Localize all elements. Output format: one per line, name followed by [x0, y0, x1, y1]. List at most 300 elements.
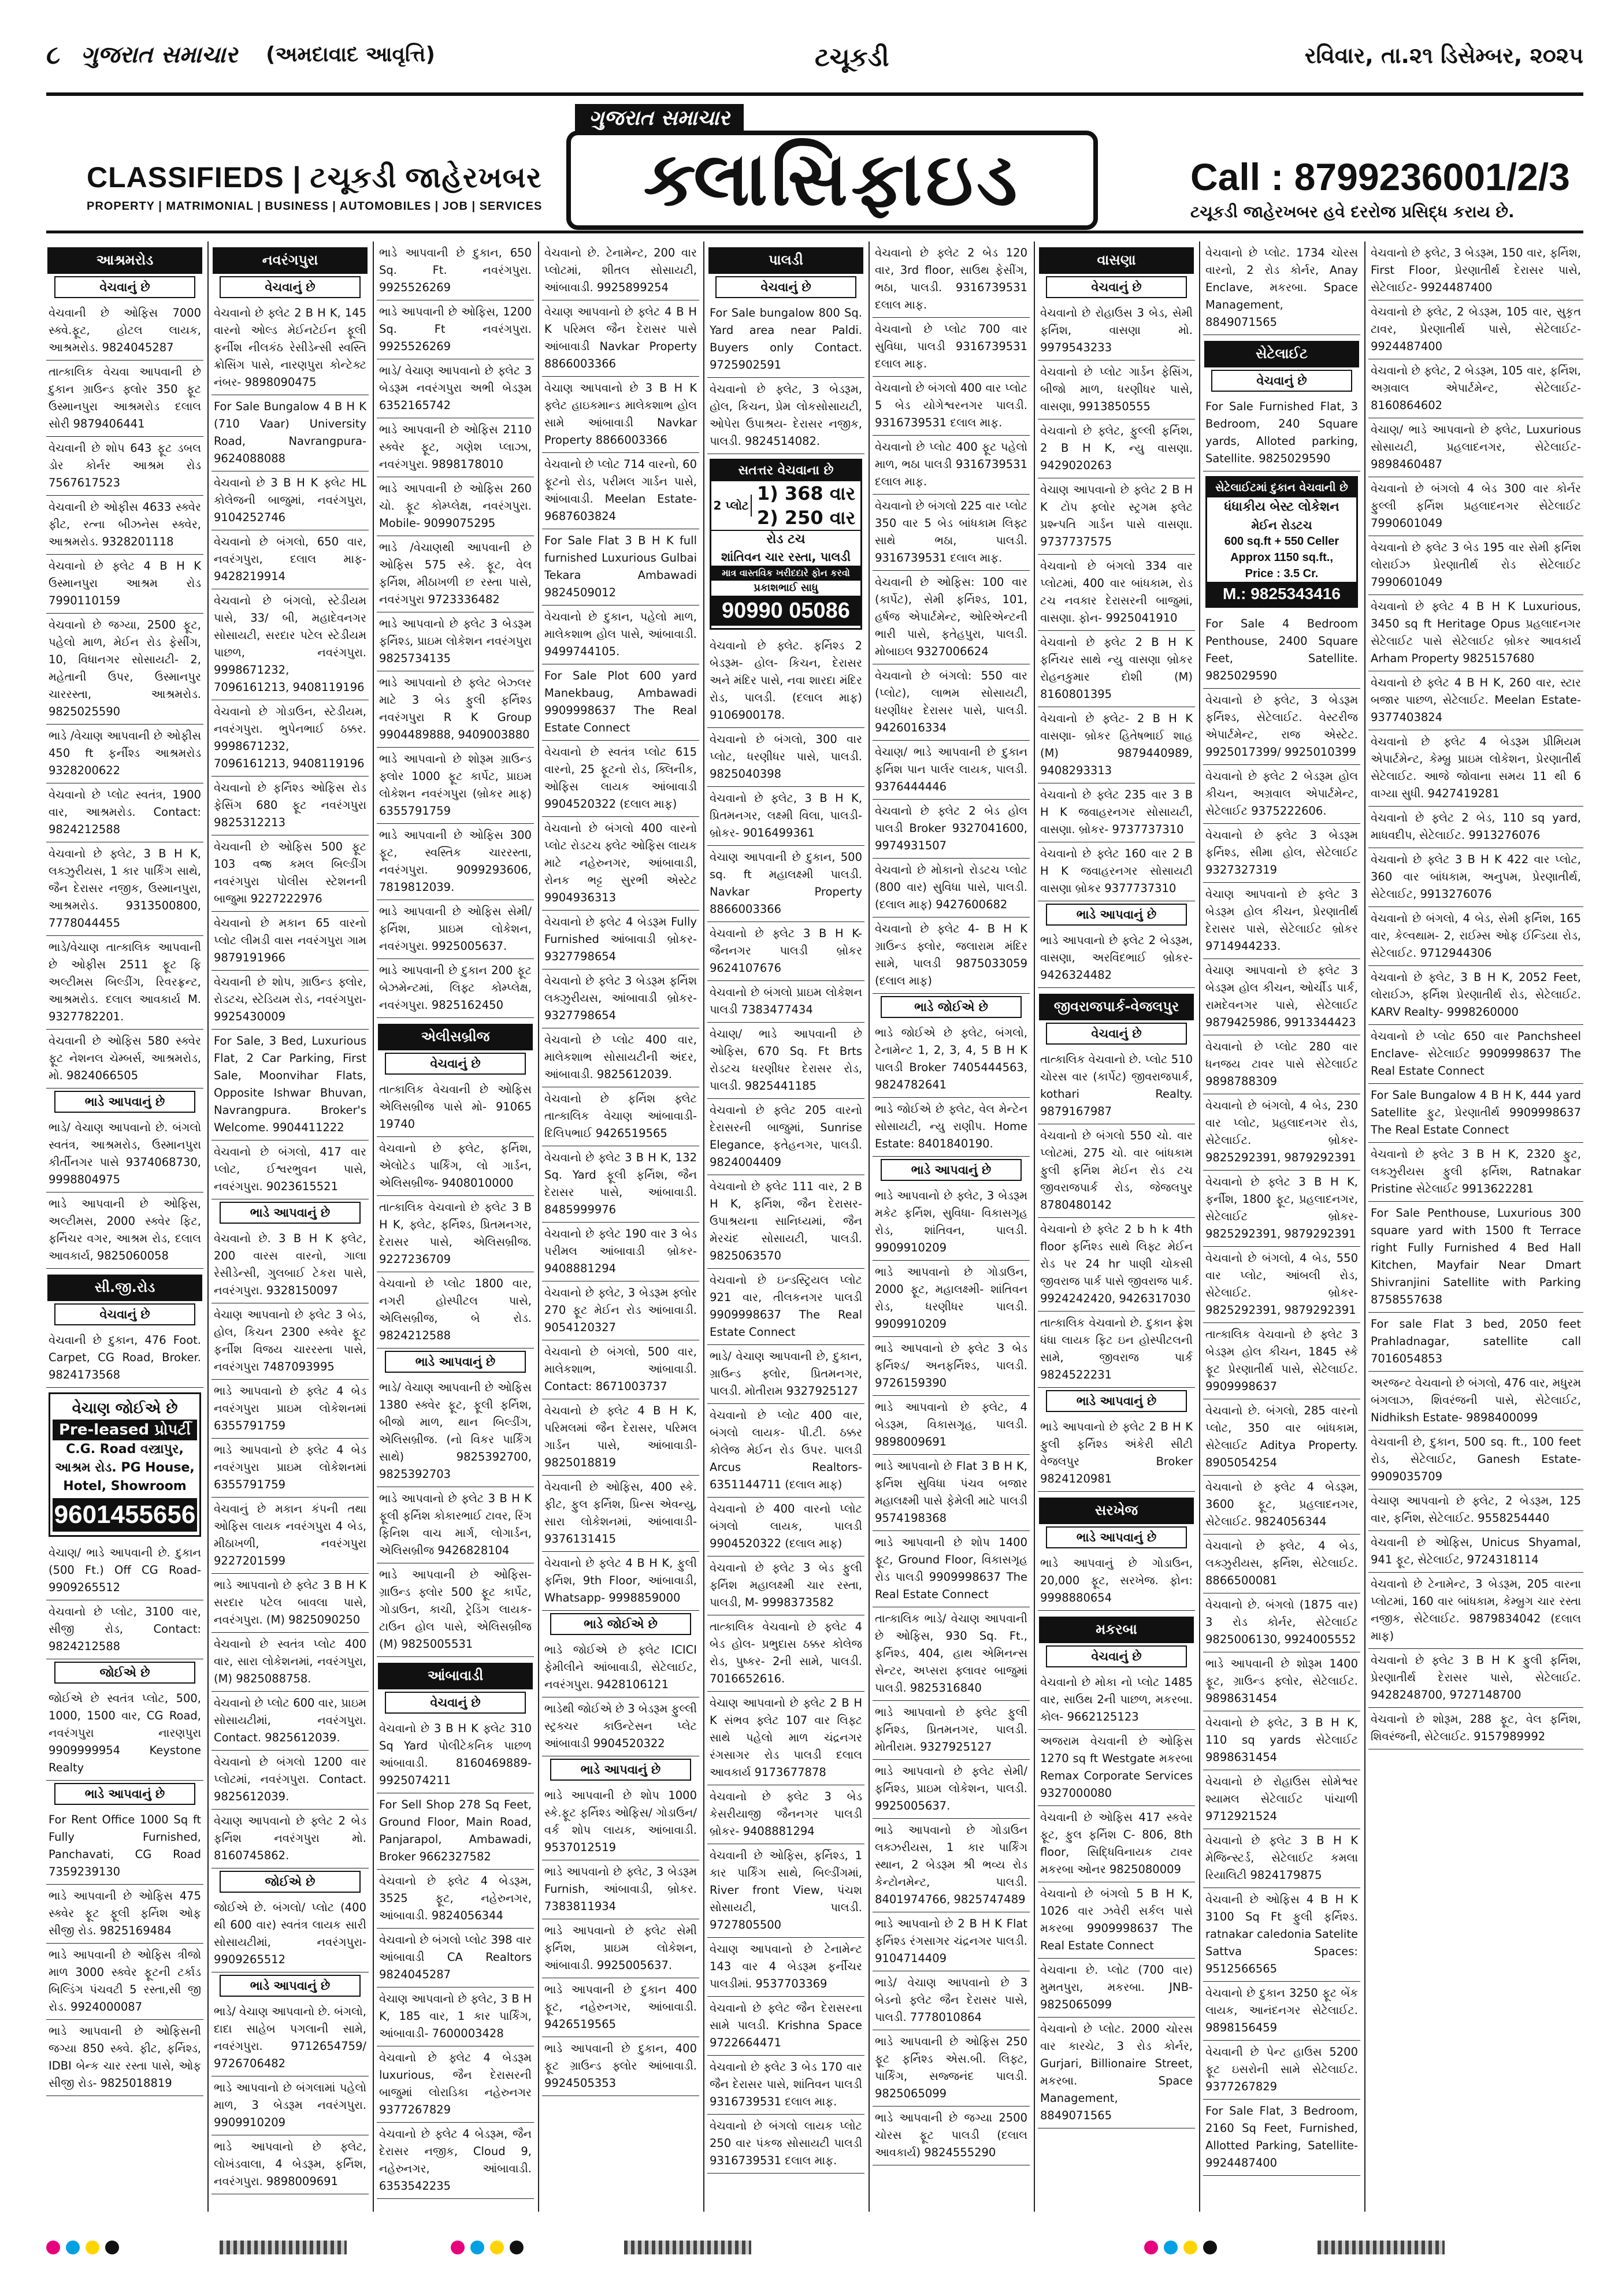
area-heading: એલીસબ્રીજ [378, 1024, 533, 1050]
registration-dots [46, 2241, 119, 2254]
shop-road: મેઈન રોડટચ [1251, 518, 1312, 532]
classified-ad: વેચવાનો છે ફ્લેટ, 3 બેડરૂમ, 150 વાર, ફર્નિશ, First Floor, પ્રેરણાતીર્થ દેરાસર પાસે, સેટેલાઈટ- 9924487400 [1368, 242, 1583, 300]
classified-ad: ભાડે આપવાનો છે ફ્લેટ 2 બેડરૂમ, વાસણા, અરવિંદભાઈ બ્રોકર- 9426324482 [1038, 929, 1195, 988]
classified-ad: વેચવાની છે ઓફિસ 580 સ્ક્વેર ફૂટ નેશનલ ચેમ્બર્સ, આશ્રમરોડ, મો. 9824066505 [46, 1030, 203, 1088]
column-divider [538, 242, 539, 2212]
classified-ad: વેચવાનો છે ફ્લેટ 205 વારનો દેરાસરની બાજુમાં, Sunrise Elegance, ફતેહનગર, પાલડી. 9824004409 [707, 1099, 864, 1175]
masthead-brand: ગુજરાત સમાચાર [575, 104, 744, 133]
display-ad-plots [710, 459, 862, 630]
classified-ad: વેચવાનો છે પ્લોટ 400 વાર, બંગલો લાયક- પી.ટી. ઠક્કર કોલેજ મેઈન રોડ ઉપર. પાલડી Arcus Realtors- 6351144711 (દલાલ માફ) [707, 1404, 864, 1498]
classified-ad: વેચવાનો છે ફ્લેટ, 3 B H K, પ્રિતમનગર, લક્ષ્મી વિલા, પાલડી- બ્રોકર- 9016499361 [707, 787, 864, 846]
classified-ad: ભાડે આપવાની છે દુકાન, 650 Sq. Ft. નવરંગપુરા. 9925526269 [377, 242, 534, 300]
section-name: ટચૂકડી [815, 43, 889, 72]
area-heading: નવરંગપુરા [213, 247, 368, 274]
registration-hatch [624, 2241, 751, 2254]
classified-ad: વેચવાનો છે ફ્લેટ 3 B H K ફુલી ફર્નિશ, પ્રેરણાતીર્થ દેરાસર પાસે, સેટેલાઈટ. 9428248700, 9727148700 [1368, 1649, 1583, 1708]
classified-ad: વેચવાનો છે સ્વતંત્ર પ્લોટ 400 વાર, સારા લોકેશનમાં, નવરંગપુરા, (M) 9825088758. [211, 1633, 369, 1692]
category-subheading: વેચવાનું છે [1211, 370, 1352, 392]
classified-ad: વેચવાનો છે ફ્લેટ 4 B H K ઉસ્માનપુરા આશ્રમ રોડ 7990110159 [46, 555, 203, 614]
classified-ad: ભાડે આપવાનો છે ફ્લેટ 3 બેડરૂમ ફર્નિશ્ડ, પ્રાઇમ લોકેશન નવરંગપુરા 9825734135 [377, 612, 534, 671]
classified-ad: ભાડે/ વેચાણ આપવાની છે ઓફિસ 1380 સ્ક્વેર ફૂટ, ફૂલી ફર્નિશ, બીજો માળ, થાન બિલ્ડીંગ, એલિસબ્રીજ. (નો વિકર પાર્કિંગ સાથે) 9825392700, 9825392703 [377, 1376, 534, 1487]
promo-road: રોડ ટચ [766, 532, 806, 547]
classified-ad: વેચવાનો છે બંગલો 400 વારનો પ્લોટ રોડટચ ફ્લેટ ઓફિસ લાયક માટે નહેરુનગર, આંબાવાડી, રોનક ભટ્ટ સુરભી એસ્ટેટ 9904936313 [542, 817, 699, 911]
classified-ad: વેચવાનો છે ઇન્ડસ્ટ્રિયલ પ્લોટ 921 વાર, તીલકનગર પાલડી 9909998637 The Real Estate Connect [707, 1269, 864, 1345]
classified-ad: ભાડે આપવાનો છે ફ્લેટ સેમી ફર્નિશ, પ્રાઇમ લોકેશન, આંબાવાડી. 9925005637. [542, 1919, 699, 1978]
classified-ad: For Sale Penthouse, Luxurious 300 square yard with 1500 ft Terrace right Fully Furnished 4 Bed Hall Kitchen, Mayfair Near Dmart Shivranjini Satellite with Parking 8758557638 [1368, 1202, 1583, 1313]
classified-ad: વેચવાનો છે 400 વારનો પ્લોટ બંગલો લાયક, પાલડી 9904520322 (દલાલ માફ) [707, 1498, 864, 1556]
display-ad-line: Hotel, Showroom [63, 1479, 187, 1493]
column-divider [869, 242, 870, 2212]
masthead-title: ક્લાસિફાઇડ [566, 131, 1098, 230]
classified-ad: વેચવાનો છે ફ્લેટ 4 B H K, 260 વાર, સ્ટાર બજાર પાછળ, સેટેલાઈટ. Meelan Estate- 9377403824 [1368, 671, 1583, 730]
classified-ad: ભાડે આપવાનો છે ફ્લેટ, લોખંડવાલા, 4 બેડરૂમ, ફર્નિશ, નવરંગપુરા. 9898009691 [211, 2135, 369, 2194]
classified-ad: ભાડે આપવાનો છે ફ્લેટ ફુલી ફર્નિશ્ડ, પ્રિતમનગર, પાલડી. મોતીરામ. 9327925127 [873, 1701, 1030, 1760]
display-ad-shop [1205, 476, 1358, 608]
classified-ad: ભાડે આપવાનો છે ફ્લેટ 4 બેડ નવરંગપુરા પ્રાઇમ લોકેશનમાં 6355791759 [211, 1439, 369, 1498]
classified-ad: ભાડે/ વેચાણ આપવાનો છે. બંગલો, દાદા સાહેબ પગલાની સામે, નવરંગપુરા. 9712654759/ 9726706482 [211, 2000, 369, 2076]
classified-ad: વેચાણ આપવાનો છે ફ્લેટ, 2 બેડરૂમ, 125 વાર, ફર્નિશ, સેટેલાઈટ. 9558254440 [1368, 1489, 1583, 1531]
category-subheading: જોઈએ છે [220, 1871, 361, 1893]
classified-ad: વેચાણ આપવાનો છે 3 B H K ફ્લેટ હાઇકમાન્ડ માલેકશાભ હોલ સામે આંબાવાડી Navkar Property 8866003366 [542, 377, 699, 453]
classified-ad: For sale Flat 3 bed, 2050 feet Prahladnagar, satellite call 7016054853 [1368, 1313, 1583, 1372]
classified-ad: ભાડે/વેચાણ તાત્કાલિક આપવાની છે ઓફીસ 2511 ફૂટ ફિ અલ્ટીમસ બિલ્ડીંગ, રિવરફ્રન્ટ, આશ્રમરોડ. દલાલ આવકાર્ય M. 9327782201. [46, 936, 203, 1030]
classified-ad: વેચવાનો છે પ્લોટ, 3100 વાર, સીજી રોડ, Contact: 9824212588 [46, 1600, 203, 1659]
promo-size: 2) 250 વાર [756, 507, 856, 529]
classified-ad: વેચવાનો છે. બંગલો, 285 વારનો પ્લોટ, 350 વાર બાંધકામ, સેટેલાઈટ Aditya Property. 8905054254 [1203, 1399, 1360, 1476]
classified-ad: વેચવાનો છે ફ્લેટ 3 બેડ કેસરીયાજી જૈનનગર પાલડી બ્રોકર- 9408881294 [707, 1785, 864, 1844]
classified-ad: વેચાણ આપવાનો છે ફ્લેટ, 3 B H K, 185 વાર, 1 કાર પાર્કિંગ, આંબાવાડી- 7600003428 [377, 1987, 534, 2046]
classified-ad: વેચવાનો છે ફ્લેટ 4 બેડરૂમ, 3525 ફૂટ, નહેરુનગર, આંબાવાડી. 9824056344 [377, 1870, 534, 1929]
column-divider [1199, 242, 1200, 2212]
classified-ad: ભાડે આપવાનો છે ફ્લેટ સેમી/ ફર્નિશ્ડ, પ્રાઇમ લોકેશન, પાલડી. 9925005637. [873, 1760, 1030, 1819]
page-top-strip [46, 35, 1583, 92]
classifieds-header [46, 97, 1583, 233]
classified-ad: ભાડે આપવાની છે ઓફિસ સેમી/ ફર્નિશ, પ્રાઇમ લોકેશન, નવરંગપુરા. 9925005637. [377, 900, 534, 959]
classified-ad: વેચવાનો છે બંગલો: 550 વાર (પ્લોટ), લાભમ સોસાયટી, ધરણીધર દેરાસર પાસે, પાલડી. 9426016334 [873, 664, 1030, 741]
promo-address: શાંતિવન ચાર રસ્તા, પાલડી [721, 550, 851, 564]
classified-ad: વેચવાનો છે ફ્લેટ 111 વાર, 2 B H K, ફર્નિશ, જૈન દેરાસર- ઉપાશ્રયના સાનિધ્યમાં, જૈન મેરચંદ સોસાયટી, પાલડી. 9825063570 [707, 1175, 864, 1269]
promo-note: માત્ર વાસ્તવિક ખરીદદારે ફોન કરવો [711, 566, 860, 581]
classified-ad: વેચવાનો છે ફ્લેટ 2 B H K ફર્નિચર સાથે ન્યુ વાસણા બ્રોકર રોહનકુમાર દોશી (M) 8160801395 [1038, 631, 1195, 707]
classified-ad: વેચવાનો છે ફ્લેટ 3 બેડ 170 વાર જૈન દેરાસર પાસે, શાંતિવન પાલડી 9316739531 દલાલ માફ. [707, 2056, 864, 2115]
classified-ad: વેચાણ આપવાનો છે ટેનામેન્ટ 143 વાર 4 બેડરૂમ ફર્નીચર પાલડીમાં. 9537703369 [707, 1938, 864, 1997]
classifieds-label: CLASSIFIEDS | ટચૂકડી જાહેરખબર [87, 161, 542, 194]
classified-ad: For Rent Office 1000 Sq ft Fully Furnished, Panchavati, CG Road 7359239130 [46, 1808, 203, 1885]
classified-ad: ભાડે આપવાનો છે ફ્લેટ, 4 બેડરૂમ, વિકાસગૃહ, પાલડી. 9898009691 [873, 1396, 1030, 1455]
classified-ad: વેચવાનો છે દુકાન, પહેલો માળ, માલેકશાભ હોલ પાસે, આંબાવાડી. 9499744105. [542, 605, 699, 664]
classified-ad: ભાડે આપવાનો છે ફ્લેટ બેઝ્લર માટે 3 બેડ ફુલી ફર્નિશ્ડ નવરંગપુરા R K Group 9904489888, 9409003880 [377, 671, 534, 748]
classified-ad: વેચવાની છે ઓફિસ 4 B H K 3100 Sq Ft ફુલી ફર્નિશ્ડ. ratnakar caledonia Satelite Sattva Spaces: 9512566565 [1203, 1888, 1360, 1982]
classified-ad: ભાડે આપવાની છે ઓફિસની જગ્યા 850 સ્ક્વે. ફીટ, ફર્નિશ્ડ, IDBI બેન્ક ચાર રસ્તા પાસે, ઓફ સીજી રોડ- 9825018819 [46, 2020, 203, 2096]
classified-ad: વેચાણ આપવાનો છે ફ્લેટ 3 બેડરૂમ હોલ કીચન, ઓર્ચીડ પાર્ક, રામદેવનગર પાસે, સેટેલાઈટ 9879425986, 9913344423 [1203, 959, 1360, 1035]
promo-size: 1) 368 વાર [756, 482, 856, 504]
classified-ad: તાત્કાલિક વેચવાનો છે ફ્લેટ 3 B H K, ફ્લેટ, ફર્નિશ્ડ, પ્રિતમનગર, દેરાસર પાસે, એલિસબ્રીજ. 9227236709 [377, 1196, 534, 1272]
classified-ad: વેચવાનો છે બંગલો, 4 બેડ, સેમી ફર્નિશ, 165 વાર, કેલ્વથામ- 2, રાઈમ્સ ઓફ ઈન્ડિયા રોડ, સેટેલાઈટ. 9712944306 [1368, 907, 1583, 966]
classified-ad: વેચવાની છે શોપ 643 ફૂટ ડબલ ડોર કોર્નર આશ્રમ રોડ 7567617523 [46, 437, 203, 496]
classified-ad: તાત્કાલિક વેચવાનો છે ફ્લેટ 3 બેડરૂમ હોલ કીચન, 1845 સ્કે ફૂટ પ્રેરણાતીર્થ પાસે, સેટેલાઈટ. 9909998637 [1203, 1323, 1360, 1399]
classified-ad: વેચવાની છે, દુકાન, 500 sq. ft., 100 feet રોડ, સેટેલાઈટ, Ganesh Estate- 9909035709 [1368, 1431, 1583, 1489]
classified-ad: વેચવાનું છે મકાન કંપની તથા ઓફિસ લાયક નવરંગપુરા 4 બેડ, મીઠાખળી, નવરંગપુરા 9227201599 [211, 1498, 369, 1574]
classified-ad: વેચવાનો છે ફ્લેટ, 3 B H K, 2052 Feet, લોરાઈઝ, ફર્નિશ પ્રેરણાતીર્થ રોડ, સેટેલાઈટ. KARV Realty- 9998260000 [1368, 966, 1583, 1025]
classified-ad: વેચવાનો છે ફ્લેટ, 2 બેડરૂમ, 105 વાર, ફર્નિશ, અગ્રવાલ એપાર્ટમેન્ટ, સેટેલાઈટ- 8160864602 [1368, 359, 1583, 418]
classified-ad: For Sale Bungalow 4 B H K (710 Vaar) University Road, Navrangpura- 9624088088 [211, 395, 369, 471]
category-subheading: ભાડે આપવાનું છે [550, 1759, 691, 1781]
category-subheading: જોઈએ છે [54, 1662, 195, 1684]
classified-ad: વેચવાનો છે ફ્લેટ, 2 બેડરૂમ, 105 વાર, સુકૃત ટાવર, પ્રેરણાતીર્થ પાસે, સેટેલાઈટ- 9924487400 [1368, 300, 1583, 359]
classified-ad: ભાડે આપવાની છે ઓફિસ ત્રીજો માળ 3000 સ્ક્વેર ફૂટની ટર્કાડ બિલ્ડિંગ પંચવટી 5 રસ્તા,સી જી રોડ. 9924000087 [46, 1944, 203, 2020]
classified-ad: વેચાણ આપવાનો છે ફ્લેટ 2 B H K ટોપ ફ્લોર સ્ટ્રગમ ફ્લેટ પ્રશ્ન્પતિ ગાર્ડન પાસે વાસણા. 9737737575 [1038, 478, 1195, 555]
display-ad-line: C.G. Road વસ્ત્રાપુર, [66, 1442, 184, 1457]
categories-line: PROPERTY | MATRIMONIAL | BUSINESS | AUTOMOBILES | JOB | SERVICES [87, 200, 543, 213]
registration-dots [451, 2241, 524, 2254]
column-2 [211, 242, 369, 2212]
classified-ad: વેચવાનો છે ફ્લેટ, ફુલ્લી ફર્નિશ, 2 B H K, ન્યુ વાસણા. 9429020263 [1038, 419, 1195, 478]
classified-ad: વેચવાનો છે ગોડાઉન, સ્ટેડીયમ, નવરંગપુરા. ભુપેનભાઈ ઠક્કર. 9998671232, 7096161213, 9408119196 [211, 700, 369, 777]
classified-ad: ભાડે આપવાની છે ઓફિસ 475 સ્ક્વેર ફૂટ ફૂલી ફર્નિશ ઓફ સીજી રોડ. 9825169484 [46, 1885, 203, 1944]
classified-ad: ભાડે આપવાનો છે ગોડાઉન, 2000 ફૂટ, મહાલક્ષ્મી- શાંતિવન રોડ, ધરણીધર પાલડી. 9909910209 [873, 1261, 1030, 1337]
registration-hatch [220, 2241, 347, 2254]
classified-ad: વેચવાનો છે ફ્લેટ 2 B H K, 145 વારનો ઓલ્ડ મેઈનટેઈન ફૂલી ફર્નીશ નીલકંઠ રેસીડેન્સી સ્વસ્તિ ક્રોસિંગ પાસે, નારણપુરા કોન્ટેક્ટ નંબર- 9898090475 [211, 302, 369, 395]
category-subheading: ભાડે આપવાનું છે [385, 1351, 526, 1373]
classified-ad: ભાડે આપવાનો છે ફ્લેટ, 3 બેડરૂમ મકેટ ફર્નિશ, સુવિધા- વિકાસગૃહ રોડ, શાંતિવન, પાલડી. 9909910209 [873, 1184, 1030, 1261]
classified-ad: વેચવાનો છે ફ્લેટ 2 બેડરૂમ હોલ કીચન, અગ્રવાલ એપાર્ટમેન્ટ, સેટેલાઈટ 9375222606. [1203, 765, 1360, 824]
classified-ad: વેચવાનો છે ફ્લેટ 4- B H K ગ્રાઉન્ડ ફ્લોર, જલારામ મંદિર સામે, પાલડી 9875033059 (દલાલ માફ) [873, 917, 1030, 994]
classified-ad: ભાડે આપવાનો છે ગોડાઉન લક્ઝરીયસ, 1 કાર પાર્કિંગ સ્થાન, 2 બેડરૂમ શ્રી ભવ્ય રોડ કેન્ટોનમેન્ટ, પાલડી. 8401974766, 9825747489 [873, 1819, 1030, 1912]
classified-ad: વેચવાની છે ઓફિસ 7000 સ્ક્વે.ફૂટ, હોટલ લાયક, આશ્રમરોડ. 9824045287 [46, 302, 203, 361]
classified-ad: ભાડે આપવાનો છે શોરૂમ ગ્રાઉન્ડ ફ્લોર 1000 ફૂટ કાર્પેટ, પ્રાઇમ લોકેશન નવરંગપુરા (બ્રોકર માફ) 6355791759 [377, 748, 534, 824]
classified-ad: વેચવાનો છે ફ્લેટ 4 B H K, પરિમલમાં જૈન દેરાસર, પરિમલ ગાર્ડન પાસે, આંબાવાડી- 9825018819 [542, 1399, 699, 1476]
classified-ad: વેચવાનો છે ફ્લેટ 4 B H K, ફુલી ફર્નિશ, 9th Floor, આંબાવાડી, Whatsapp- 9998859000 [542, 1552, 699, 1611]
column-divider [207, 242, 209, 2212]
classified-ad: વેચવાનો છે ફ્લેટ, 3 બેડરૂમ, હોલ, કિચન, પ્રેમ લોકસોસાયટી, ઓપેરા ઉપાશ્રય- દેરાસર નજીક, પાલડી. 9824514082. [707, 378, 864, 454]
display-ad-line: આશ્રમ રોડ. PG House, [55, 1461, 195, 1475]
classified-ad: ભાડે આપવાનો છે ફ્લેટ 3 B H K ફૂલી ફર્નિશ કોકારભાઈ ટાવર, રિંગ ફિનિશ વાચ માર્ગ, લોગાર્ડન, એલિસબ્રીજ 9426828104 [377, 1487, 534, 1563]
category-subheading: ભાડે આપવાનું છે [220, 1202, 361, 1224]
category-subheading: વેચવાનું છે [715, 276, 856, 298]
classified-ad: વેચાણ આપવાનો છે ફ્લેટ 3 બેડરૂમ હોલ કીચન, પ્રેરણાતીર્થ દેરાસર પાસે, સેટેલાઈટ બ્રોકર 9714944233. [1203, 883, 1360, 959]
area-heading: આંબાવાડી [378, 1663, 533, 1689]
category-subheading: ભાડે જોઈએ છે [550, 1613, 691, 1635]
classified-ad: વેચવાનો છે બંગલો, 4 બેડ, 550 વાર પ્લોટ, આંબલી રોડ, સેટેલાઈટ. બ્રોકર- 9825292391, 9879292391 [1203, 1247, 1360, 1323]
classified-ad: વેચવાનો છે ફ્લેટ 2 બેડ હોલ પાલડી Broker 9327041600, 9974931507 [873, 800, 1030, 859]
classified-ad: વેચવાની છે દુકાન, 476 Foot. Carpet, CG Road, Broker. 9824173568 [46, 1329, 203, 1388]
classified-ad: વેચવાનો છે બંગલો, 4 બેડ, 230 વાર પ્લોટ, પ્રહલાદનગર રોડ, સેટેલાઈટ. બ્રોકર- 9825292391, 9879292391 [1203, 1094, 1360, 1171]
display-ad-phone[interactable]: 9601455656 [53, 1498, 197, 1532]
classified-ad: વેચવાનો છે મોકાનો રોડટચ પ્લોટ (800 વાર) સુવિધા પાસે, પાલડી. (દલાલ માફ) 9427600682 [873, 859, 1030, 917]
classified-ad: વેચવાનો છે પ્લોટ. 1734 ચોરસ વારનો, 2 રોડ કોર્નર, Anay Enclave, મકરબા. Space Management, 8849071565 [1203, 242, 1360, 335]
classified-ad: વેચવાનો છે ફ્લેટ 3 B H K, 132 Sq. Yard ફૂલી ફર્નિશ, જૈન દેરાસર પાસે, આંબાવાડી. 8485999976 [542, 1146, 699, 1223]
category-subheading: વેચવાનું છે [1046, 1023, 1187, 1045]
classified-ad: વેચવાનો છે રોહાઉસ 3 બેડ, સેમી ફર્નિશ, વાસણા મો. 9979543233 [1038, 302, 1195, 361]
classified-ad: વેચાણ આપવાનો છે ફ્લેટ 2 B H K સંભવ ફ્લેટ 107 વાર લિફ્ટ સાથે પહેલો માળ ચંદ્રનગર રંગસાગર રોડ પાલડી દલાલ આવકાર્ય 9173677878 [707, 1692, 864, 1785]
classified-ad: ભાડે આપવાનો છે ફ્લેટ 3 B H K સરદાર પટેલ બાવલા પાસે, નવરંગપુરા. (M) 9825090250 [211, 1574, 369, 1633]
call-number[interactable]: Call : 8799236001/2/3 [1190, 155, 1570, 198]
area-heading: વાસણા [1039, 247, 1194, 274]
area-heading: સેટેલાઈટ [1204, 341, 1359, 367]
classified-ad: વેચાણ આપવાનો છે ફ્લેટ 3 બેડ, હોલ, કિચન 2300 સ્ક્વેર ફૂટ ફર્નીશ વિજય ચારરસ્તા પાસે, નવરંગપુરા 7487093995 [211, 1303, 369, 1380]
classified-ad: For Sale Flat 3 B H K full furnished Luxurious Gulbai Tekara Ambawadi 9824509012 [542, 529, 699, 605]
classified-ad: તાત્કાલિક વેચવા આપવાની છે દુકાન ગ્રાઉન્ડ ફ્લોર 350 ફૂટ ઉસ્માનપુરા આશ્રમરોડ દલાલ સોરી 9879406441 [46, 361, 203, 437]
column-4 [542, 242, 699, 2212]
classified-ad: વેચવાનો છે પ્લોટ 714 વારનો, 60 ફૂટનો રોડ, પરીમલ ગાર્ડન પાસે, આંબાવાડી. Meelan Estate- 9687603824 [542, 453, 699, 529]
classified-ad: વેચવાની છે શોપ, ગ્રાઉન્ડ ફ્લોર, રોડટચ, સ્ટેડિયમ રોડ, નવરંગપુરા- 9925430009 [211, 971, 369, 1030]
classified-ad: વેચવાનો છે ફ્લેટ, 4 બેડ, લક્ઝુરીયસ, ફર્નિશ, સેટેલાઈટ. 8866500081 [1203, 1535, 1360, 1593]
registration-dots [1144, 2241, 1217, 2254]
classified-ad: વેચવાનો છે ફ્લેટ, 3 B H K, લક્ઝુરીયસ, 1 કાર પાર્કિંગ સાથે, જૈન દેરાસર નજીક, ઉસ્માનપુરા, આશ્રમરોડ. 9313500800, 7778044455 [46, 842, 203, 936]
classified-ad: વેચવાની છે ઓફિસ, 400 સ્કે. ફીટ, ફુલ ફર્નિશ, પ્રિન્સ એવન્યુ, સારા લોકેશનમાં, આંબાવાડી- 9376131415 [542, 1476, 699, 1552]
classified-ad: ભાડે આપવાનું છે ગોડાઉન, 20,000 ફૂટ, સરખેજ. ફોન: 9998880654 [1038, 1552, 1195, 1611]
classified-ad: વેચવાની છે ઓફિસ 417 સ્કવેર ફૂટ, ફુલ ફર્નિશ C- 806, 8th floor, સિદ્ધિવિનાયક ટાવર મકરબા ઓનર 9825080009 [1038, 1806, 1195, 1882]
classified-ad: તાત્કાલિક વેચવાની છે ઓફિસ એલિસબ્રીજ પાસે મો- 91065 19740 [377, 1078, 534, 1137]
classified-ad: વેચવાનો છે ફ્લેટ 4 બેડરૂમ, 3600 ફૂટ, પ્રહલાદનગર, સેટેલાઈટ. 9824056344 [1203, 1476, 1360, 1535]
classified-ad: ભાડે/ વેચાણ આપવાનો છે 3 બેડનો ફ્લેટ જૈન દેરાસર પાસે, પાલડી. 7778010864 [873, 1971, 1030, 2030]
classified-ad: વેચવાનો છે બંગલો 5 B H K, 1026 વાર ઝવેરી સર્કલ પાસે મકરબા 9909998637 The Real Estate Connect [1038, 1882, 1195, 1959]
classified-ad: વેચવાનો છે પ્લોટ 400 ફૂટ પહેલો માળ, ભઠા પાલડી 9316739531 દલાલ માફ. [873, 436, 1030, 495]
classified-ad: વેચાણ/ ભાડે આપવાની છે દુકાન ફર્નિશ પાન પાર્લર લાયક, પાલડી. 9376444446 [873, 741, 1030, 800]
classified-ad: For Sell Shop 278 Sq Feet, Ground Floor, Main Road, Panjarapol, Ambawadi, Broker 9662327582 [377, 1793, 534, 1870]
classified-ad: ભાડે આપવાનો છે Flat 3 B H K, ફર્નિશ સુવિધા પંચવ બજાર મહાલક્ષ્મી પાસે ફેમેલી માટે પાલડી 9574198368 [873, 1455, 1030, 1531]
classified-ad: વેચવાનો છે 3 B H K ફ્લેટ HL કોલેજની બાજુમાં, નવરંગપુરા, 9104252746 [211, 471, 369, 530]
classified-ad: વેચવાની છે ઓફિસ: 100 વાર (કાર્પેટ), સેમી ફર્નિશ્ડ, 101, હર્ષજ એપાર્ટમેન્ટ, ઓરિએન્ટની ભારી પાસે, ફતેહપુરા, પાલડી. મોબાઇલ 9327006624 [873, 571, 1030, 664]
classified-ad: વેચવાનો છે પ્લોટ 1800 વાર, નગરી હોસ્પીટલ પાસે, એલિસબ્રીજ, બે રોડ. 9824212588 [377, 1272, 534, 1348]
category-subheading: વેચવાનું છે [54, 1303, 195, 1325]
classified-ad: વેચવાનો છે બંગલો 4 બેડ 300 વાર કોર્નર ફુલ્લી ફર્નિશ પ્રહલાદનગર સેટેલાઈટ 7990601049 [1368, 477, 1583, 536]
category-subheading: ભાડે આપવાનું છે [220, 1975, 361, 1997]
classified-ad: વેચવાનો છે ફ્લેટ 4 બેડરૂમ, જૈન દેરાસર નજીક, Cloud 9, નહેરુનગર, આંબાવાડી. 6353542235 [377, 2123, 534, 2199]
classified-ad: વેચવાનો છે પ્લોટ 280 વાર ધનજય ટાવર પાસે સેટેલાઈટ 9898788309 [1203, 1035, 1360, 1094]
category-subheading: ભાડે આપવાનું છે [1046, 904, 1187, 926]
classified-ad: વેચવાનો છે રોહાઉસ સોમેશ્વર શ્યામલ સેટેલાઈટ પાંચાળી 9712921524 [1203, 1770, 1360, 1829]
promo-heading: સતત્તર વેચવાના છે [711, 460, 860, 481]
classified-ad: વેચવાનો છે સ્વતંત્ર પ્લોટ 615 વારનો, 25 ફૂટનો રોડ, ક્લિનીક, ઓફિસ લાયક આંબાવાડી 9904520322 (દલાલ માફ) [542, 741, 699, 817]
classified-ad: વેચાણ/ ભાડે આપવાની છે. દુકાન (500 Ft.) Off CG Road- 9909265512 [46, 1541, 203, 1600]
shop-heading: સેટેલાઈટમાં દુકાન વેચવાની છે [1207, 478, 1356, 497]
category-subheading: વેચવાનું છે [385, 1692, 526, 1714]
category-subheading: ભાડે આપવાનું છે [1046, 1526, 1187, 1548]
classified-ad: વેચવાનો છે ફ્લેટ 3 B H K, ફર્નીશ, 1800 ફૂટ, પ્રહલાદનગર, સેટેલાઈટ બ્રોકર- 9825292391, 9879292391 [1203, 1171, 1360, 1247]
classified-ad: વેચવાનો છે બંગલો લાયક પ્લોટ 250 વાર પંકજ સોસાયટી પાલડી 9316739531 દલાલ માફ. [707, 2115, 864, 2174]
classified-ad: વેચવાનો છે ફ્લેટ 2 બેડ, 110 sq yard, માધવદીપ, સેટેલાઈટ. 9913276076 [1368, 807, 1583, 848]
classified-ad: વેચવાનો છે ટેનામેન્ટ, 3 બેડરૂમ, 205 વારના પ્લોટમાં, 160 વાર બાંધકામ, કેમ્બ્રુગ ચાર રસ્તા નજીક, સેટેલાઈટ. 9879834042 (દલાલ માફ) [1368, 1573, 1583, 1649]
classified-ad: વેચવાનો છે ફ્લેટ 3 બેડ ફુલી ફર્નિશ મહાલક્ષ્મી ચાર રસ્તા, પાલડી, M- 9998373582 [707, 1556, 864, 1615]
classified-ad: વેચવાનો છે ફ્લેટ 2 બેડ 120 વાર, 3rd floor, સાઉથ ફેસીંગ, ભઠા, પાલડી. 9316739531 દલાલ માફ. [873, 242, 1030, 318]
classified-ad: For Sale 4 Bedroom Penthouse, 2400 Square Feet, Satellite. 9825029590 [1203, 612, 1360, 689]
classified-ad: વેચવાનો છે બંગલો 400 વાર પ્લોટ 5 બેડ યોગેશ્વરનગર પાલડી. 9316739531 દલાલ માફ. [873, 377, 1030, 436]
newspaper-brand: ગુજરાત સમાચાર [81, 42, 237, 68]
shop-detail: 600 sq.ft + 550 Celler [1224, 535, 1339, 548]
category-subheading: ભાડે જોઈએ છે [881, 996, 1022, 1018]
classified-ad: વેચવાનો છે. બંગલો (1875 વાર) 3 રોડ કોર્નર, સેટેલાઈટ 9825006130, 9924005552 [1203, 1593, 1360, 1652]
classified-ad: વેચવાનો છે બંગલો 1200 વાર પ્લોટમાં, નવરંગપુરા. Contact. 9825612039. [211, 1751, 369, 1810]
classified-ad: ભાડે આપવાની છે ઓફિસ, અલ્ટીમસ, 2000 સ્ક્વેર ફિટ, ફર્નિચર વગર, આશ્રમ રોડ, દલાલ આવકાર્ય, 9825060058 [46, 1192, 203, 1269]
classified-ad: વેચાણ આપવાનો છે ફ્લેટ 2 બેડ ફર્નિશ નવરંગપુરા મો. 8160745862. [211, 1810, 369, 1868]
classified-ad: વેચવાનો છે ફર્નિશ ફ્લેટ તાત્કાલિક વેચાણ આંબાવાડી- દિલિપભાઈ 9426519565 [542, 1087, 699, 1146]
classified-ad: વેચવાનો છે ફ્લેટ, ફર્નિશ, એલોટેડ પાર્કિંગ, લો ગાર્ડન, એલિસબ્રીજ- 9408010000 [377, 1137, 534, 1196]
classified-ad: વેચવાનો છે ફ્લેટ 4 બેડરૂમ પ્રીમિયમ એપાર્ટમેન્ટ, કેમ્બ્રુ પ્રાઇમ લોકેશન, પ્રેરણાતીર્થ સેટેલાઈટ. આજે જોવાના સમય 11 થી 6 વાગ્યા સુધી. 9427419281 [1368, 730, 1583, 807]
classified-ad: ભાડે /વેચાણથી આપવાની છે ઓફિસ 575 સ્કે. ફૂટ, વેલ ફર્નિશ, મીઠાખળી છ રસ્તા પાસે, નવરંગપુરા 9723336482 [377, 536, 534, 612]
classified-ad: વેચવાનો છે બંગલો 225 વાર પ્લોટ 350 વાર 5 બેડ બાંધકામ લિફ્ટ સાથે ભઠા, પાલડી. 9316739531 દલાલ માફ. [873, 495, 1030, 571]
classified-ad: વેચવાનો છે ફ્લેટ 160 વાર 2 B H K જવાહરનગર સોસાયટી વાસણા બ્રોકર 9377737310 [1038, 842, 1195, 901]
classified-ad: વેચવાનો છે ફ્લેટ 235 વાર 3 B H K જવાહરનગર સોસાયટી, વાસણા. બ્રોકર- 9737737310 [1038, 783, 1195, 842]
promo-row [711, 481, 860, 531]
classified-ad: વેચાણ/ ભાડે આપવાનો છે ફ્લેટ, Luxurious સોસાયટી, પ્રહલાદનગર, સેટેલાઈટ- 9898460487 [1368, 418, 1583, 477]
display-ad-line: વેચાણ જોઈએ છે [72, 1400, 178, 1417]
classified-ad: વેચવાનો છે ફ્લેટ 3 બેડરૂમ ફર્નિશ્ડ, સીમા હોલ, સેટેલાઈટ 9327327319 [1203, 824, 1360, 883]
classified-ad: વેચવાનો છે પ્લોટ 600 વાર, પ્રાઇમ સોસાયટીમાં, નવરંગપુરા. Contact. 9825612039. [211, 1692, 369, 1751]
category-subheading: ભાડે આપવાનું છે [54, 1783, 195, 1805]
category-subheading: વેચવાનું છે [54, 276, 195, 298]
classified-ad: વેચવાની છે ઓફિસ, Unicus Shyamal, 941 ફૂટ, સેટેલાઈટ, 9724318114 [1368, 1531, 1583, 1573]
area-heading: મકરબા [1039, 1617, 1194, 1643]
classified-ad: વેચવાનો છે ફ્લેટ 3 બેડરૂમ ફર્નિશ લક્ઝુરીયસ, આંબાવાડી બ્રોકર- 9327798654 [542, 969, 699, 1028]
classified-ad: વેચવાનો છે ફ્લેટ 3 બેડ 195 વાર સેમી ફર્નિશ લોરાઈઝ પ્રેરણાતીર્થ રોડ સેટેલાઈટ 7990601049 [1368, 536, 1583, 595]
classified-ad: For Sale Furnished Flat, 3 Bedroom, 240 Square yards, Alloted parking, Satellite. 9825029590 [1203, 395, 1360, 471]
classified-ad: વેચવાનો છે ફ્લેટ 4 B H K Luxurious, 3450 sq ft Heritage Opus પ્રહલાદનગર સેટેલાઈટ પાસે સેટેલાઈટ બ્રોકર આવકાર્ય Arham Property 9825157680 [1368, 595, 1583, 671]
category-subheading: વેચવાનું છે [385, 1053, 526, 1075]
classified-ad: ભાડે આપવાની છે ઓફિસ 260 ચો. ફૂટ કોમ્પ્લેક્ષ, નવરંગપુરા. Mobile- 9099075295 [377, 477, 534, 536]
classified-ad: ભાડે આપવાની છે દુકાન 200 ફૂટ બેઝમેન્ટમાં, લિફ્ટ કોમ્પ્લેક્ષ, નવરંગપુરા. 9825162450 [377, 959, 534, 1018]
classified-ad: For Sale, 3 Bed, Luxurious Flat, 2 Car Parking, First Sale, Moonvihar Flats, Opposite Ishwar Bhuvan, Navrangpura. Broker's Welcome. 9904411222 [211, 1030, 369, 1140]
classified-ad: વેચવાનો છે ફ્લેટ 3 B H K, 2320 ફુટ, લક્ઝુરીયસ ફુલી ફર્નિશ, Ratnakar Pristine સેટેલાઈટ 9913622281 [1368, 1143, 1583, 1202]
classified-ad: ભાડે જોઈએ છે ફ્લેટ, બંગલો, ટેનામેન્ટ 1, 2, 3, 4, 5 B H K પાલડી Broker 7405444563, 9824782641 [873, 1021, 1030, 1098]
edition-label: (અમદાવાદ આવૃત્તિ) [266, 43, 436, 66]
classified-ad: વેચવાનો છે પ્લોટ સ્વતંત્ર, 1900 વાર, આશ્રમરોડ. Contact: 9824212588 [46, 783, 203, 842]
classified-ad: ભાડે આપવાની છે ઓફિસ 250 ફૂટ ફર્નિશ્ડ એસ.બી. લિફ્ટ, પાર્કિંગ, સજ્જનંદ પાલડી. 9825065099 [873, 2030, 1030, 2106]
call-subtitle: ટચૂકડી જાહેરખબર હવે દરરોજ પ્રસિદ્ધ કરાય છે. [1190, 202, 1515, 221]
classified-ad: વેચાણ આપવાની છે દુકાન, 500 sq. ft મહાલક્ષ્મી પાલડી. Navkar Property 8866003366 [707, 846, 864, 922]
classified-ad: વેચવાનો છે ફ્લેટ 3 B H K 422 વાર પ્લોટ, 360 વાર બાંધકામ, અનુપમ, પ્રેરણાતીર્થ, સેટેલાઈટ, 9913276076 [1368, 848, 1583, 907]
page-date: રવિવાર, તા.૨૧ ડિસેમ્બર, ૨૦૨૫ [1304, 43, 1583, 68]
area-heading: આશ્રમરોડ [47, 247, 202, 274]
classified-ad: વેચવાનો છે બંગલો, 300 વાર પ્લોટ, ધરણીધર પાસે, પાલડી. 9825040398 [707, 728, 864, 787]
classified-ad: વેચવાના છે. પ્લોટ (700 વાર) મુમતપુરા, મકરબા. JNB- 9825065099 [1038, 1959, 1195, 2018]
area-heading: જીવરાજપાર્ક-વેજલપુર [1039, 994, 1194, 1020]
print-marks [46, 2236, 1583, 2259]
classified-ad: વેચવાનો છે બંગલો, 500 વાર, માલેકશાભ, આંબાવાડી. Contact: 8671003737 [542, 1340, 699, 1399]
category-subheading: વેચવાનું છે [1046, 1645, 1187, 1667]
column-5 [707, 242, 864, 2212]
classified-ad: ભાડે આપવાની છે ઓફિસ 300 ફૂટ, સ્વસ્તિક ચારરસ્તા, નવરંગપુરા. 9099293606, 7819812039. [377, 824, 534, 900]
classified-ad: અજરામ વેચવાની છે ઓફિસ 1270 sq ft Westgate મકરબા Remax Corporate Services 9327000080 [1038, 1730, 1195, 1806]
classified-ad: વેચવાનો છે બંગલો, 417 વાર પ્લોટ, ઈશ્વરભુવન પાસે, નવરંગપુરા. 9023615521 [211, 1140, 369, 1199]
classified-ad: વેચવાનો છે બંગલો, 650 વાર, નવરંગપુરા, દલાલ માફ- 9428219914 [211, 530, 369, 589]
classified-ad: For Sale Flat, 3 Bedroom, 2160 Sq Feet, Furnished, Allotted Parking, Satellite- 9924487400 [1203, 2100, 1360, 2176]
classified-ad: For Sale bungalow 800 Sq. Yard area near Paldi. Buyers only Contact. 9725902591 [707, 302, 864, 378]
classified-ad: ભાડે આપવાનો છે ફ્લેટ, 3 બેડરૂમ Furnish, આંબાવાડી, બ્રોકર. 7383811934 [542, 1860, 699, 1919]
classified-ad: વેચવાનો છે બંગલો, સ્ટેડીયમ પાસે, 33/ બી, મહાદેવનગર સોસાયટી, સરદાર પટેલ સ્ટેડીયમ પાછળ, નવરંગપુરા. 9998671232, 7096161213, 9408119196 [211, 589, 369, 700]
top-rule [46, 92, 1583, 96]
area-heading: સી.જી.રોડ [47, 1275, 202, 1301]
classified-ad: તાત્કાલિક વેચવાનો છે. પ્લોટ 510 ચોરસ વાર (કાર્પેટ) જીવરાજપાર્ક, kothari Realty. 9879167987 [1038, 1048, 1195, 1124]
classified-ad: વેચવાનો છે પ્લોટ 400 વાર, માલેકશાભ સોસાયટીની અંદર, આંબાવાડી. 9825612039. [542, 1028, 699, 1087]
classified-ad: ભાડે આપવાની છે ઓફિસ, 1200 Sq. Ft નવરંગપુરા. 9925526269 [377, 300, 534, 359]
classified-ad: વેચવાનો છે ફ્લેટ 4 બેડરૂમ Fully Furnished આંબાવાડી બ્રોકર- 9327798654 [542, 911, 699, 969]
classified-ad: વેચવાનો છે જગ્યા, 2500 ફૂટ, પહેલો માળ, મેઈન રોડ ફેસીંગ, 10, વિધાનગર સોસાયટી- 2, મહેતાની ઉપર, ઉસ્માનપુર ચારરસ્તા, આશ્રમરોડ. 9825025590 [46, 614, 203, 725]
classified-ad: અરજન્ટ વેચવાનો છે બંગલો, 476 વાર, મધુરમ બંગલાઝ, શિવરંજની પાસે, સેટેલાઈટ, Nidhiksh Estate- 9898400099 [1368, 1372, 1583, 1431]
classified-ad: વેચવાનો છે. ટેનામેન્ટ, 200 વાર પ્લોટમાં, શીતલ સોસાયટી, આંબાવાડી. 9925899254 [542, 242, 699, 300]
classified-ad: વેચવાનો છે ફ્લેટ 2 b h k 4th floor ફર્નિશ્ડ સાથે લિફ્ટ મેઈન રોડ પર 24 hr પાણી ચોકસી જીવરાજ પાર્ક પાસે જીવરાજ પાર્ક. 9924242420, 9426317030 [1038, 1218, 1195, 1312]
promo-count: 2 પ્લોટ [711, 495, 752, 517]
column-8 [1203, 242, 1360, 2212]
classified-ad: ભાડે આપવાની છે દુકાન, 400 ફૂટ ગ્રાઉન્ડ ફ્લોર આંબાવાડી. 9924505353 [542, 2037, 699, 2096]
classified-ad: વેચવાનો છે મકાન 65 વારનો પ્લોટ લીમડી વાસ નવરંગપુરા ગામ 9879191966 [211, 912, 369, 971]
classified-ad: વેચવાનો છે ફ્લેટ, 3 બેડરૂમ ફર્નિશ્ડ, સેટેલાઈટ. વેસ્ટરીજ એપાર્ટમેન્ટ, રાજ એસ્ટેટ. 9925017399/ 9925010399 [1203, 689, 1360, 765]
classified-ad: વેચવાનો છે ફ્લેટ. ફર્નિશ્ડ 2 બેડરૂમ- હોલ- કિચન, દેરાસર અને મંદિર પાસે, નવા શારદા મંદિર રોડ, પાલડી. (દલાલ માફ) 9106900178. [707, 634, 864, 728]
classified-ad: તાત્કાલિક ભાડે/ વેચાણ આપવાની છે ઓફિસ, 930 Sq. Ft., ફર્નિશ્ડ, 404, હાથ એમિનન્સ સેન્ટર, અપ્સરા ફ્લાવર બાજુમાં પાલડી. 9825316840 [873, 1607, 1030, 1701]
classified-ad: વેચવાનો છે ફર્નિશ્ડ ઓફિસ રોડ ફેસિંગ 680 ફૂટ નવરંગપુરા 9825312213 [211, 777, 369, 835]
classified-ad: ભાડે/ વેચાણ આપવાનો છે ફ્લેટ 3 બેડરૂમ નવરંગપુરા અભી બેડરૂમ 6352165742 [377, 359, 534, 418]
promo-phone[interactable]: 90990 05086 [711, 596, 860, 626]
shop-detail: Approx 1150 sq.ft., [1230, 551, 1333, 564]
category-subheading: ભાડે આપવાનું છે [54, 1091, 195, 1113]
classified-ad: વેચવાનો છે બંગલો પ્લોટ 398 વાર આંબાવાડી CA Realtors 9824045287 [377, 1929, 534, 1987]
classified-ad: વેચવાનો છે બંગલો પ્રાઇમ લોકેશન પાલડી 7383477434 [707, 981, 864, 1023]
classified-ad: ભાડે જોઈએ છે ફ્લેટ ICICI ફેમીલીને આંબાવાડી, સેટેલાઈટ, નવરંગપુરા. 9428106121 [542, 1639, 699, 1697]
classified-ad: ભાડે આપવાની છે શોપ 1000 સ્કે.ફૂટ ફર્નિશ્ડ ઓફિસ/ ગોડાઉન/ વર્ક શોપ લાયક, આંબાવાડી. 9537012519 [542, 1784, 699, 1860]
classified-ad: For Sale Bungalow 4 B H K, 444 yard Satellite ફુટ, પ્રેરણાતીર્થ 9909998637 The Real Estate Connect [1368, 1084, 1583, 1143]
classified-ad: વેચવાની છે ઓફિસ, ફર્નિશ્ડ, 1 કાર પાર્કિંગ સાથે, બિલ્ડીંગમાં, River front View, પંચશ સોસાયટી, પાલડી. 9727805500 [707, 1844, 864, 1938]
area-heading: સરખેજ [1039, 1498, 1194, 1524]
category-subheading: વેચવાનું છે [220, 276, 361, 298]
display-ad-line: Pre-leased પ્રોપર્ટી [53, 1420, 197, 1440]
classified-ad: વેચવાની છે ઓફીસ 4633 સ્ક્વેર ફીટ, રત્ના બીઝનેસ સ્ક્વેર, આશ્રમરોડ. 9328201118 [46, 496, 203, 555]
classified-ad: વેચવાનો છે બંગલો 550 ચો. વાર પ્લોટમાં, 275 ચો. વાર બાંધકામ ફુલી ફર્નિશ મેઈન રોડ ટચ જીવરાજપાર્ક રોડ, જેજલપુર 8780480142 [1038, 1124, 1195, 1218]
classified-ad: વેચવાનો છે દુકાન 3250 ફૂટ બેંક લાયક, આનંદનગર સેટેલાઈટ. 9898156459 [1203, 1982, 1360, 2041]
classified-ad: ભાડે આપવાની છે ઓફિસ- ગ્રાઉન્ડ ફ્લોર 500 ફૂટ કાર્પેટ, ગોડાઉન, કાચી, ટ્રેડિંગ લાયક- ટાઉન હોલ પાસે, એલિસબ્રીજ (M) 9825005531 [377, 1563, 534, 1657]
classified-ad: ભાડે આપવાની છે દુકાન 400 ફૂટ, નહેરુનગર, આંબાવાડી. 9426519565 [542, 1978, 699, 2037]
column-divider [1034, 242, 1035, 2212]
column-6 [873, 242, 1030, 2212]
promo-contact: પ્રકાશભાઈ સાધુ [754, 582, 818, 594]
classified-ad: વેચવાનો છે. 3 B H K ફ્લેટ, 200 વારસ વારનો, ગાલા રેસીડેન્સી, ગુલબાઈ ટેકરા પાસે, નવરંગપુરા. 9328150097 [211, 1227, 369, 1303]
column-divider [1364, 242, 1365, 2212]
classified-ad: વેચવાનો છે મોકા નો પ્લોટ 1485 વાર, સાઉથ 2ની પાછળ, મકરબા. કોલ- 9662125123 [1038, 1671, 1195, 1730]
classified-ad: વેચવાનો છે શોરૂમ, 288 ફૂટ, વેલ ફર્નિશ, શિવરંજની, સેટેલાઈટ. 9157989992 [1368, 1708, 1583, 1749]
classified-ad: વેચવાનો છે ફ્લેટ- 2 B H K વાસણા- બ્રોકર હિતેષભાઈ શાહ (M) 9879440989, 9408293313 [1038, 707, 1195, 783]
classified-ad: ભાડે આપવાની છે શોપ 1400 ફૂટ, Ground Floor, વિકાસગૃહ રોડ પાલડી 9909998637 The Real Estate Connect [873, 1531, 1030, 1607]
classified-ad: વેચવાનો છે પ્લોટ 650 વાર Panchsheel Enclave- સેટેલાઈટ 9909998637 The Real Estate Connect [1368, 1025, 1583, 1084]
registration-hatch [1318, 2241, 1445, 2254]
classified-columns [46, 242, 1583, 2212]
classified-ad: વેચવાની છે પેન્ટ હાઉસ 5200 ફૂટ ઇસરોની સામે સેટેલાઈટ. 9377267829 [1203, 2041, 1360, 2100]
page-number: ૮ [46, 40, 61, 70]
classified-ad: વેચવાનો છે ફ્લેટ, 3 B H K, 110 sq yards સેટેલાઈટ 9898631454 [1203, 1711, 1360, 1770]
classified-ad: વેચવાનો છે ફ્લેટ 190 વાર 3 બેડ પરીમલ આંબાવાડી બ્રોકર- 9408881294 [542, 1223, 699, 1281]
shop-price: Price : 3.5 Cr. [1245, 567, 1319, 580]
classified-ad: વેચવાની છે ઓફિસ 500 ફૂટ 103 વજ્ર કમલ બિલ્ડીંગ નવરંગપુરા પોલીસ સ્ટેશનની બાજુમા 9227222976 [211, 835, 369, 912]
category-subheading: ભાડે આપવાનું છે [881, 1159, 1022, 1181]
classified-ad: વેચવાનો છે ફ્લેટ 3 B H K- જૈનનગર પાલડી બ્રોકર 9624107676 [707, 922, 864, 981]
classified-ad: ભાડે આપવાની છે ઓફિસ 2110 સ્ક્વેર ફૂટ, ગણેશ પ્લાઝા, નવરંગપુરા. 9898178010 [377, 418, 534, 477]
column-3 [377, 242, 534, 2212]
classified-ad: વેચવાનો છે પ્લોટ 700 વાર સુવિધા, પાલડી 9316739531 દલાલ માફ. [873, 318, 1030, 377]
classified-ad: ભાડે જોઈએ છે ફ્લેટ, વેલ મેન્ટેન સોસાયટી, ન્યુ રાણીપ. Home Estate: 8401840190. [873, 1098, 1030, 1157]
classified-ad: વેચાણ આપવાનો છે ફ્લેટ 4 B H K પરિમલ જૈન દેરાસર પાસે આંબાવાડી Navkar Property 8866003366 [542, 300, 699, 377]
classified-ad: જોઈએ છે. બંગલો/ પ્લોટ (400 થી 600 વાર) સ્વતંત્ર લાયક સારી સોસાયટીમાં, નવરંગપુરા- 9909265512 [211, 1896, 369, 1972]
classified-ad: For Sale Plot 600 yard Manekbaug, Ambawadi 9909998637 The Real Estate Connect [542, 664, 699, 741]
classified-ad: ભાડે આપવાનો છે 2 B H K Flat ફર્નિશ્ડ રંગસાગર ચંદ્રનગર પાલડી. 9104714409 [873, 1912, 1030, 1971]
classified-ad: વેચવાનો છે 3 B H K ફ્લેટ 310 Sq Yard પોલીટેકનિક પાછળ આંબાવાડી. 8160469889- 9925074211 [377, 1717, 534, 1793]
column-7 [1038, 242, 1195, 2212]
classified-ad: વેચવાનો છે ફ્લેટ 4 બેડરૂમ luxurious, જૈન દેરાસરની બાજુમાં લોરાડિકા નહેરુનગર 9377267829 [377, 2046, 534, 2123]
classified-ad: વેચવાનો છે ફ્લેટ, 3 બેડરૂમ ફ્લોર 270 ફૂટ મેઈન રોડ આંબાવાડી. 9054120327 [542, 1281, 699, 1340]
classified-ad: ભાડે/ વેચાણ આપવાની છે, દુકાન, ગ્રાઉન્ડ ફ્લોર, પ્રિતમનગર, પાલડી. મોતીરામ 9327925127 [707, 1345, 864, 1404]
classified-ad: ભાડે આપવાની છે જગ્યા 2500 ચોરસ ફૂટ પાલડી (દલાલ આવકાર્ય) 9824555290 [873, 2106, 1030, 2165]
shop-phone[interactable]: M.: 9825343416 [1207, 582, 1356, 606]
promo-sizes [752, 481, 860, 530]
classified-ad: વેચાણ/ ભાડે આપવાની છે ઓફિસ, 670 Sq. Ft Brts રોડટચ ધરણીધર દેરાસર રોડ, પાલડી. 9825441185 [707, 1023, 864, 1099]
display-ad-preleased [49, 1392, 201, 1537]
